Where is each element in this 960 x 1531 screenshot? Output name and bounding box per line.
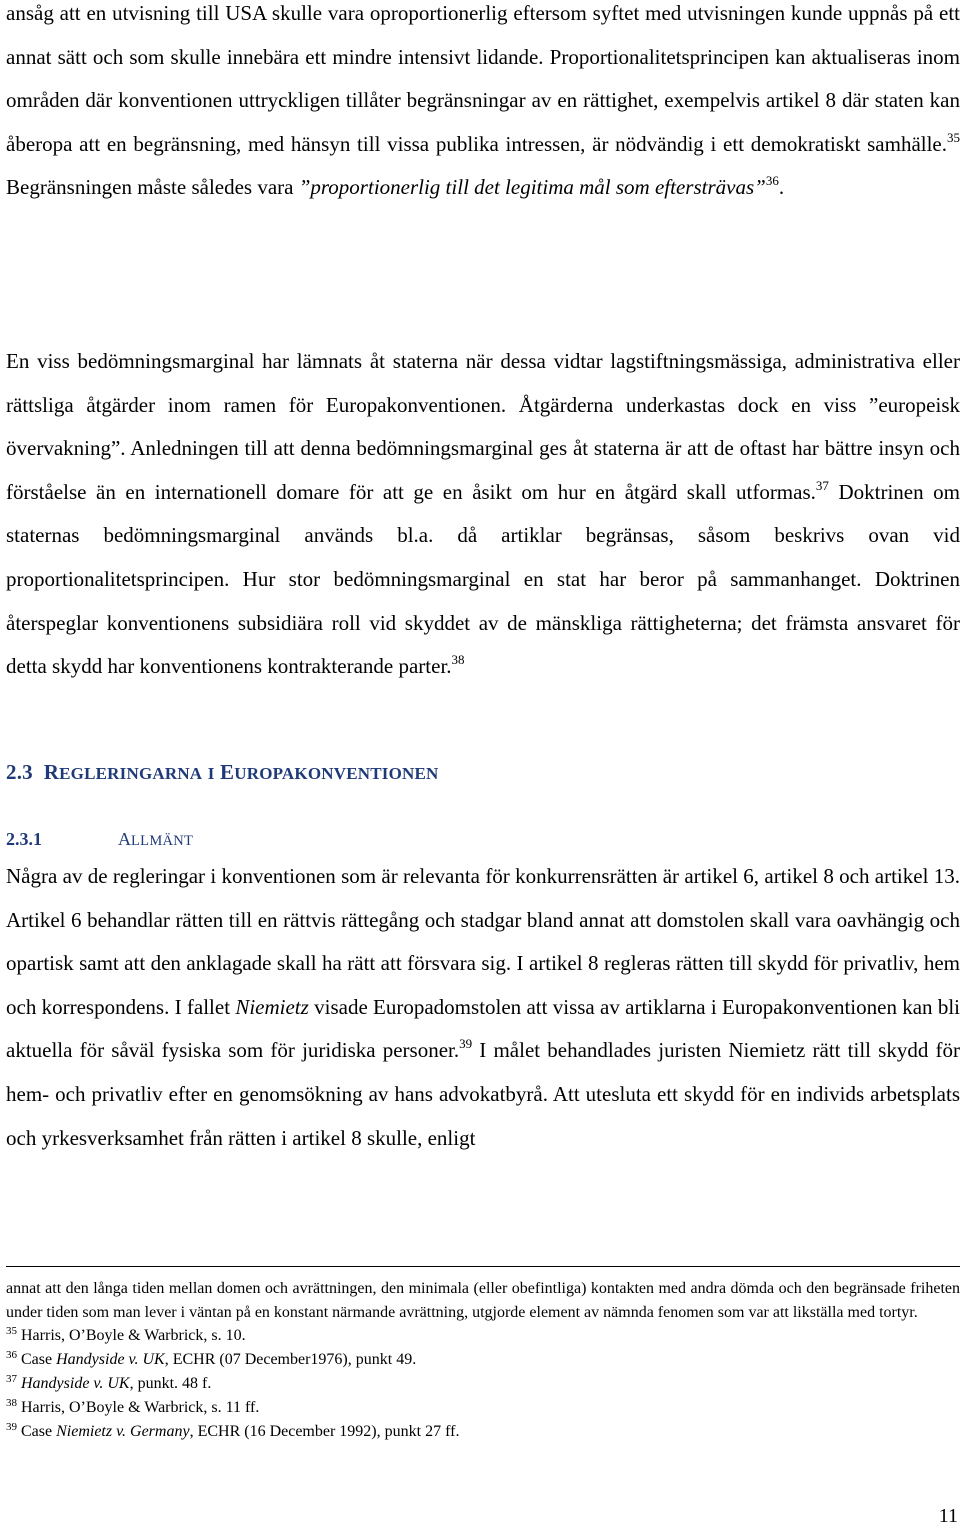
page-number: 11	[938, 1505, 958, 1527]
paragraph-text: .	[778, 175, 785, 200]
paragraph-text: visade Europadomstolen att vissa av artiklarna i Europakonventionen kan bli aktuella för såväl fysiska som för juridiska personer.	[6, 994, 960, 1063]
footnote-ref-38[interactable]: 38	[451, 652, 465, 668]
paragraph-text: I målet behandlades juristen Niemietz rätt till skydd för hem- och privatliv efter en genomsökning av hans advokatbyrå. Att utesluta ett skydd för en individs arbetsplats och yrkesverksamhet från rätten i artikel 8 skulle, enligt	[6, 1038, 960, 1150]
footnote-separator	[6, 1266, 960, 1267]
subsection-heading-2-3-1	[6, 829, 193, 850]
footnote-number: 39	[6, 1421, 17, 1433]
paragraph-text: En viss bedömningsmarginal har lämnats åt staterna när dessa vidtar lagstiftningsmässiga, administrativa eller rättsliga åtgärder inom ramen för Europakonventionen. Åtgärderna underkastas dock en viss ”europeisk övervakning”. Anledningen till att denna bedömningsmarginal ges åt staterna är att de oftast har bättre insyn och förståelse än en internationell domare för att ge en åsikt om hur en åtgärd skall utformas.	[6, 349, 960, 504]
paragraph-text: Doktrinen om staternas bedömningsmarginal används bl.a. då artiklar begränsas, såsom beskrivs ovan vid proportionalitetsprincipen. Hur stor bedömningsmarginal en stat har beror på sammanhanget. Doktrinen återspeglar konventionens subsidiära roll vid skyddet av de mänskliga rättigheterna; det främsta ansvaret för detta skydd har konventionens kontrakterande parter.	[6, 479, 960, 679]
footnote-number: 35	[6, 1325, 17, 1337]
paragraph-text: Några av de regleringar i konventionen som är relevanta för konkurrensrätten är artikel 6, artikel 8 och artikel 13. Artikel 6 behandlar rätten till en rättvis rättegång och stadgar bland annat att domstolen skall vara oavhängig och opartisk samt att den anklagade skall ha rätt att försvara sig. I artikel 8 regleras rätten till skydd för privatliv, hem och korrespondens. I fallet	[6, 864, 960, 1019]
footnote-ref-39[interactable]: 39	[459, 1036, 473, 1052]
paragraph-regulations	[6, 855, 960, 1160]
heading-title: ALLMÄNT	[118, 829, 194, 849]
section-heading-2-3	[6, 760, 439, 785]
footnote-ref-37[interactable]: 37	[815, 477, 829, 493]
heading-word: EUROPAKONVENTIONEN	[220, 760, 439, 784]
paragraph-text: Begränsningen måste således vara	[6, 175, 299, 200]
footnote-number: 38	[6, 1397, 17, 1409]
footnote-39: $^{39}$ Case Niemietz v. Germany, ECHR (16 December 1992), punkt 27 ff.	[6, 1421, 460, 1440]
footnote-35: $^{35}$ Harris, O’Boyle & Warbrick, s. 10.	[6, 1325, 246, 1344]
heading-word: I	[207, 764, 215, 783]
heading-word: REGLERINGARNA	[43, 760, 203, 784]
paragraph-text: ansåg att en utvisning till USA skulle vara oproportionerlig eftersom syftet med utvisningen kunde uppnås på ett annat sätt och som skulle innebära ett mindre intensivt lidande. Proportionalitetsprincipen kan aktualiseras inom områden där konventionen uttryckligen tillåter begränsningar av en rättighet, exempelvis artikel 8 där staten kan åberopa att en begränsning, med hänsyn till vissa publika intressen, är nödvändig i ett demokratiskt samhälle.	[6, 1, 960, 156]
italic-quote: ”proportionerlig till det legitima mål som eftersträvas”	[298, 175, 766, 200]
footnote-37: $^{37}$ Handyside v. UK, punkt. 48 f.	[6, 1373, 212, 1392]
footnote-ref-35[interactable]: 35	[947, 129, 960, 145]
footnote-continued: annat att den långa tiden mellan domen och avrättningen, den minimala (eller obefintliga) kontakten med andra dömda och den begränsade friheten under tiden som man lever i väntan på en konstant närmande avrättning, utgjorde element av nämnda fenomen som var att likställa med tortyr.	[6, 1280, 960, 1321]
heading-number: 2.3.1	[6, 829, 42, 849]
footnotes	[6, 1277, 960, 1444]
paragraph-margin-of-appreciation	[6, 340, 960, 689]
footnote-38: $^{38}$ Harris, O’Boyle & Warbrick, s. 11 ff.	[6, 1397, 260, 1416]
italic-case-name: Niemietz	[235, 994, 309, 1019]
paragraph-proportionality	[6, 0, 960, 210]
footnote-36: $^{36}$ Case Handyside v. UK, ECHR (07 December1976), punkt 49.	[6, 1349, 417, 1368]
heading-number: 2.3	[6, 760, 33, 784]
footnote-number: 36	[6, 1349, 17, 1361]
footnote-ref-36[interactable]: 36	[765, 173, 779, 189]
footnote-number: 37	[6, 1373, 17, 1385]
